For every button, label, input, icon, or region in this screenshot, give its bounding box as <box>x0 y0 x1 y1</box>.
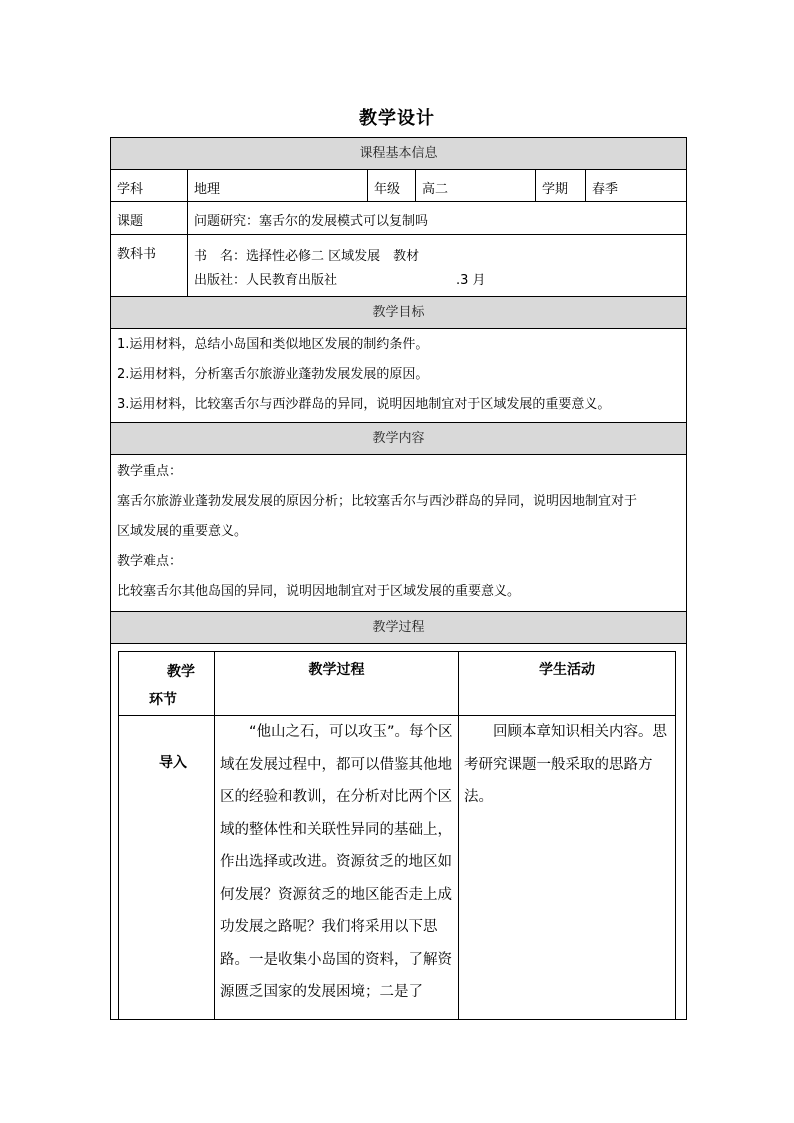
info-row-textbook <box>111 235 686 297</box>
subject-label: 学科 <box>117 182 144 197</box>
process-cell <box>214 716 458 1019</box>
grade-label: 年级 <box>367 170 415 201</box>
activity-cell <box>458 716 675 1019</box>
term-value: 春季 <box>585 170 686 201</box>
section-header-content: 教学内容 <box>111 423 686 455</box>
key-points-text: 塞舌尔旅游业蓬勃发展发展的原因分析；比较塞舌尔与西沙群岛的异同，说明因地制宜对于 <box>117 494 638 509</box>
textbook-publisher-line <box>194 271 680 297</box>
objectives-list <box>111 329 686 423</box>
key-points-text-continued: 区域发展的重要意义。 <box>117 524 248 539</box>
process-table <box>118 651 676 1019</box>
difficult-points-label: 教学难点： <box>117 554 183 569</box>
process-column-header: 教学过程 <box>214 652 458 716</box>
stage-header-line1: 教学 <box>167 664 195 680</box>
stage-column-header <box>119 652 214 716</box>
activity-column-header: 学生活动 <box>458 652 675 716</box>
objective-item: 1.运用材料，总结小岛国和类似地区发展的制约条件。 <box>117 337 429 352</box>
topic-label: 课题 <box>117 214 144 229</box>
activity-text: 回顾本章知识相关内容。思考研究课题一般采取的思路方法。 <box>464 724 667 805</box>
difficult-points-text: 比较塞舌尔其他岛国的异同，说明因地制宜对于区域发展的重要意义。 <box>117 584 521 599</box>
textbook-label: 教科书 <box>117 247 157 262</box>
grade-value: 高二 <box>415 170 535 201</box>
term-label: 学期 <box>535 170 585 201</box>
content-block <box>111 455 686 612</box>
section-header-process: 教学过程 <box>111 612 686 644</box>
info-row-subject <box>111 170 686 202</box>
publish-month: .3 月 <box>456 273 486 288</box>
stage-cell: 导入 <box>159 755 187 771</box>
textbook-name: 书 名：选择性必修二 区域发展 教材 <box>194 249 420 264</box>
info-row-topic <box>111 202 686 235</box>
topic-value: 问题研究：塞舌尔的发展模式可以复制吗 <box>187 202 686 234</box>
publisher: 出版社：人民教育出版社 <box>194 273 338 288</box>
key-points-label: 教学重点： <box>117 464 183 479</box>
section-header-objectives: 教学目标 <box>111 297 686 329</box>
section-header-basic-info: 课程基本信息 <box>111 138 686 170</box>
process-text: “他山之石，可以攻玉”。每个区域在发展过程中，都可以借鉴其他地区的经验和教训，在分析对比两个区域的整体性和关联性异同的基础上，作出选择或改进。资源贫乏的地区如何发展？资源贫乏的地区能否走上成功发展之路呢？我们将采用以下思路。一是收集小岛国的资料，了解资源匮乏国家的发展困境；二是了 <box>220 724 453 1000</box>
textbook-details <box>187 235 686 296</box>
objective-item: 3.运用材料，比较塞舌尔与西沙群岛的异同，说明因地制宜对于区域发展的重要意义。 <box>117 397 611 412</box>
objective-item: 2.运用材料，分析塞舌尔旅游业蓬勃发展发展的原因。 <box>117 367 429 382</box>
stage-header-line2: 环节 <box>149 692 177 708</box>
subject-value: 地理 <box>187 170 367 201</box>
lesson-plan-table <box>110 137 687 1020</box>
document-title: 教学设计 <box>359 108 435 129</box>
process-section <box>111 644 686 1019</box>
